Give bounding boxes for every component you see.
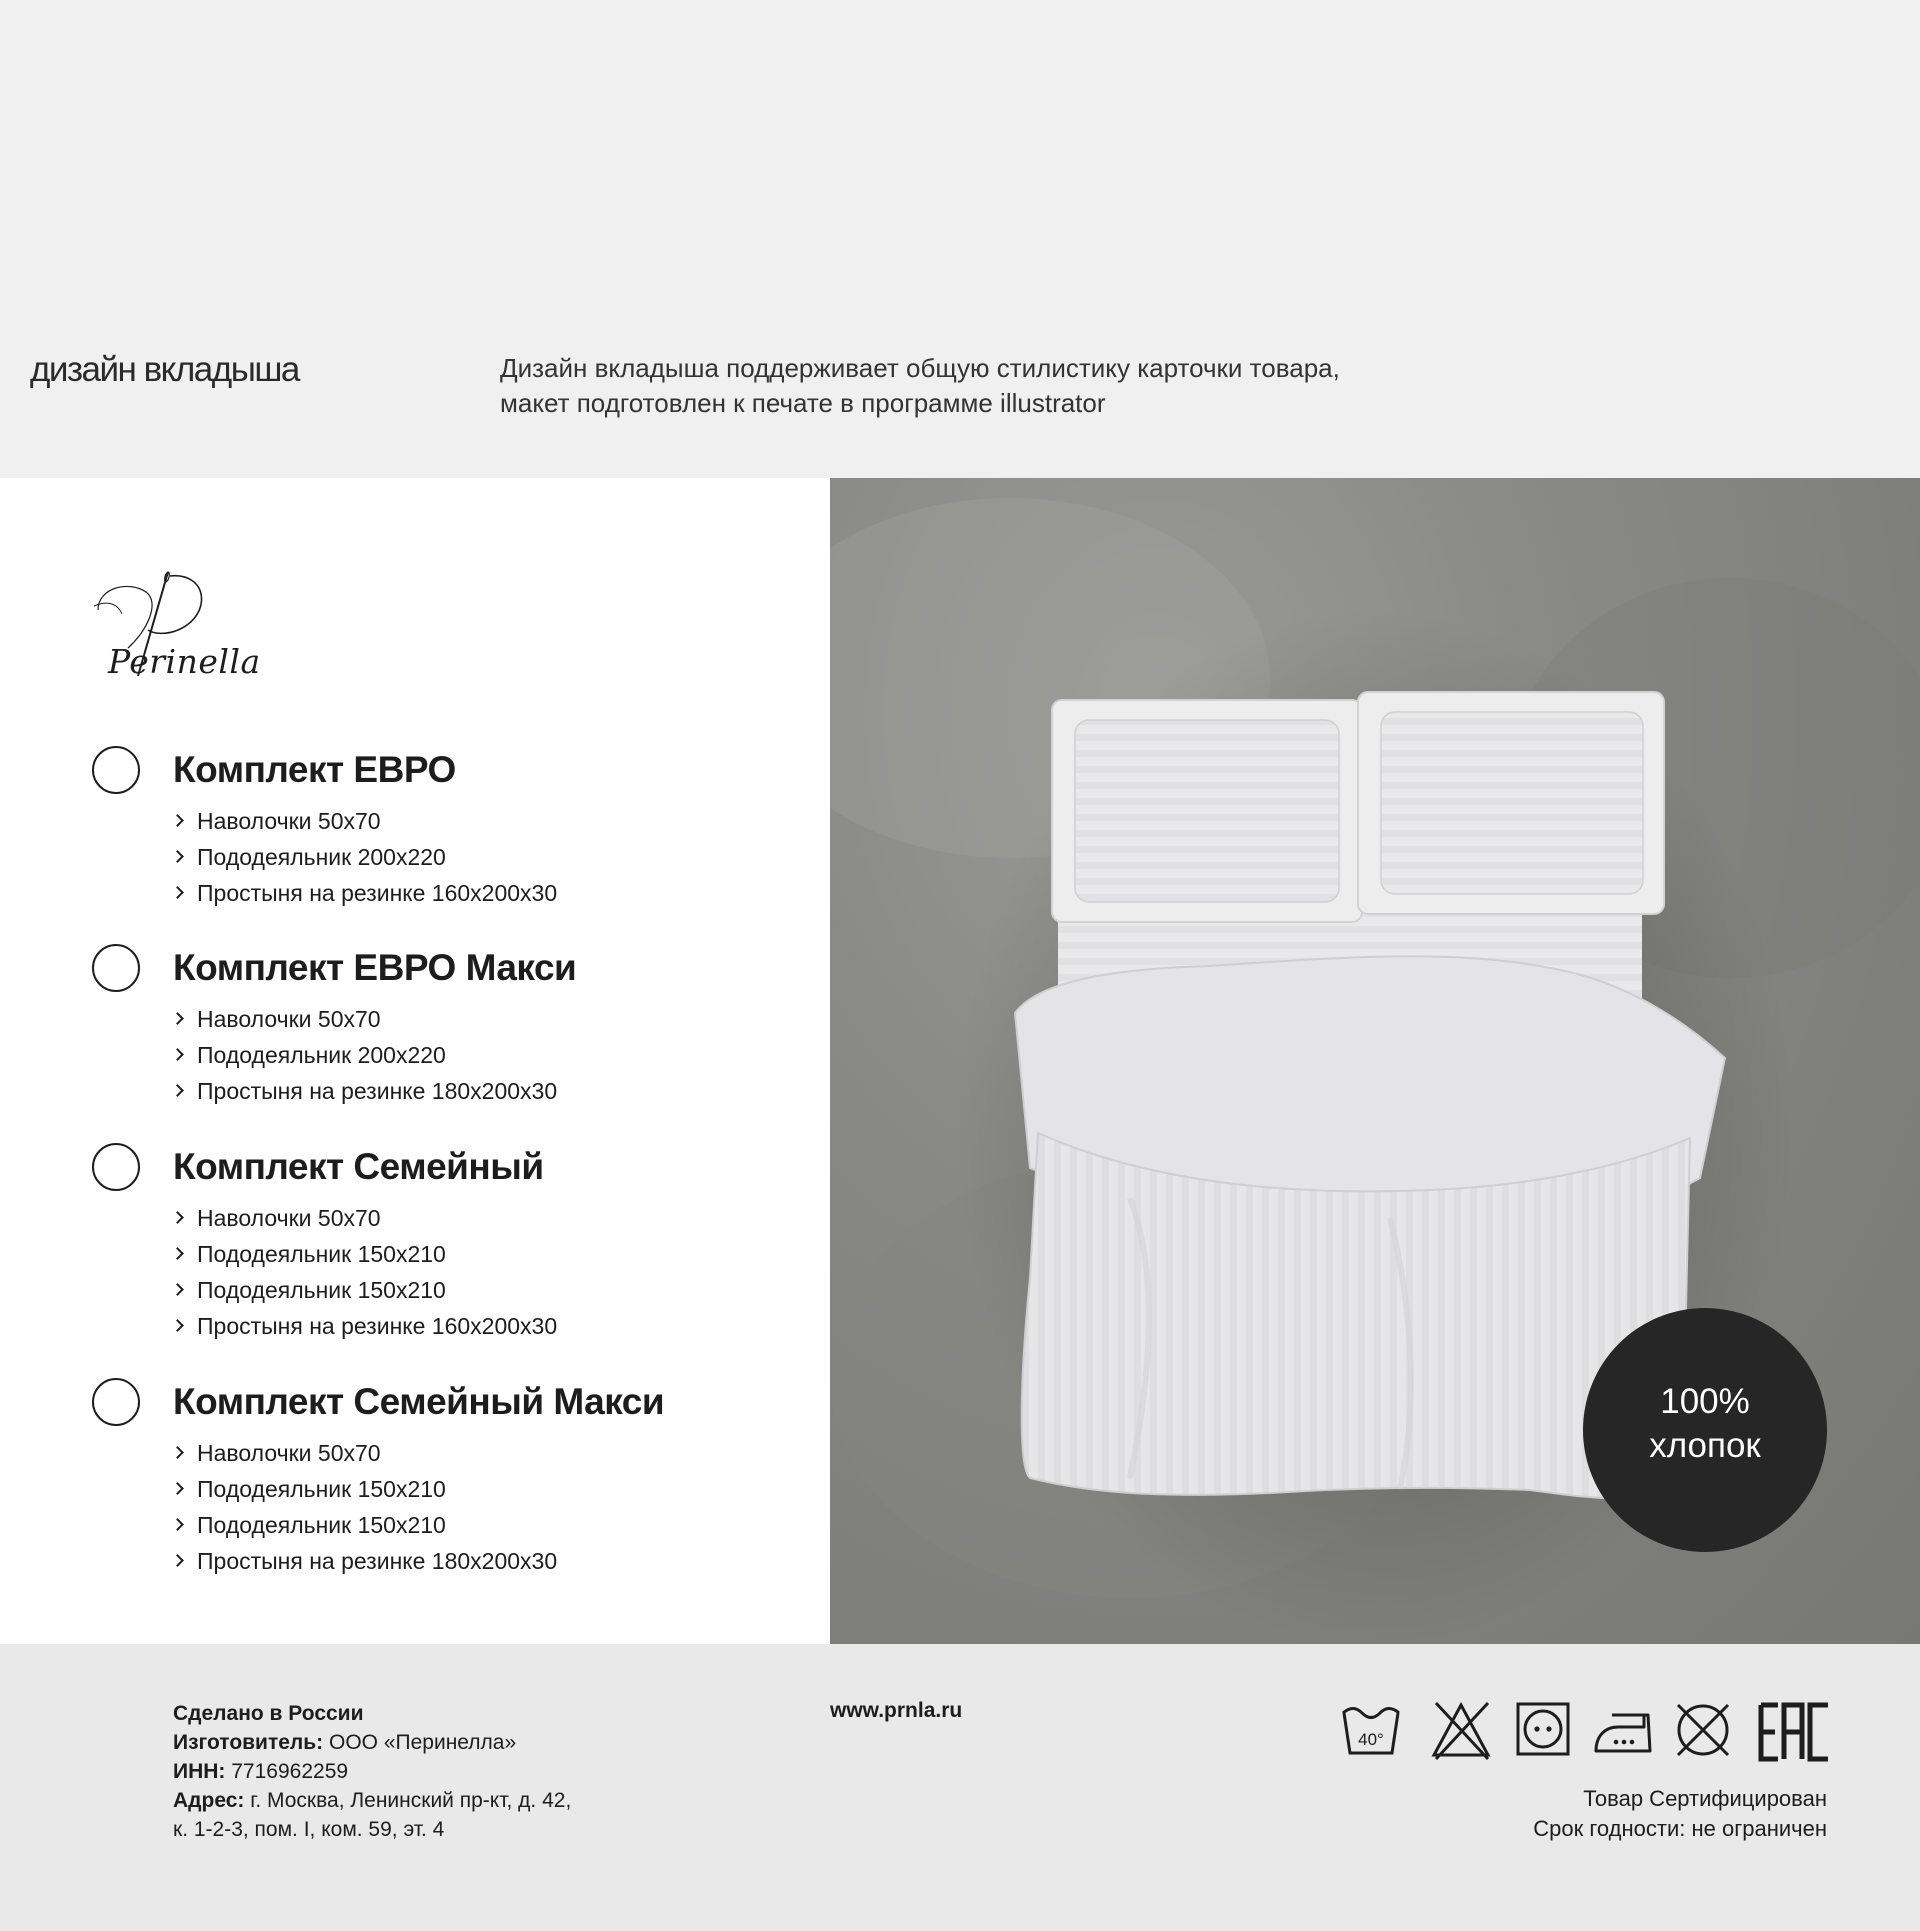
tumble-dry-icon bbox=[1515, 1699, 1571, 1765]
list-item bbox=[173, 1037, 557, 1073]
intro-description-line-1: Дизайн вкладыша поддерживает общую стилистику карточки товара, bbox=[500, 353, 1340, 383]
list-item bbox=[173, 1001, 557, 1037]
chevron-right-icon bbox=[171, 814, 184, 827]
set-title: Комплект ЕВРО bbox=[173, 749, 456, 790]
inn-label: ИНН: bbox=[173, 1760, 226, 1783]
list-item bbox=[173, 875, 557, 911]
chevron-right-icon bbox=[171, 1482, 184, 1495]
chevron-right-icon bbox=[171, 1084, 184, 1097]
chevron-right-icon bbox=[171, 1283, 184, 1296]
address-line-1: г. Москва, Ленинский пр-кт, д. 42, bbox=[244, 1789, 572, 1812]
set-radio-circle[interactable] bbox=[92, 1143, 140, 1191]
eac-mark-icon bbox=[1758, 1699, 1830, 1765]
set-items bbox=[173, 1200, 557, 1344]
chevron-right-icon bbox=[171, 1554, 184, 1567]
pillow-right bbox=[1358, 692, 1664, 914]
no-bleach-icon bbox=[1430, 1699, 1492, 1765]
set-radio-circle[interactable] bbox=[92, 1378, 140, 1426]
chevron-right-icon bbox=[171, 1319, 184, 1332]
item-label: Пододеяльник 200х220 bbox=[197, 1042, 446, 1068]
chevron-right-icon bbox=[171, 1247, 184, 1260]
list-item bbox=[173, 1543, 557, 1579]
badge-line-2: хлопок bbox=[1649, 1426, 1761, 1465]
pillow-left bbox=[1052, 700, 1362, 922]
item-label: Пододеяльник 200х220 bbox=[197, 844, 446, 870]
item-label: Простыня на резинке 160х200х30 bbox=[197, 880, 558, 906]
set-title: Комплект Семейный Макси bbox=[173, 1381, 665, 1422]
footer bbox=[0, 1644, 1920, 1931]
list-item bbox=[173, 1236, 557, 1272]
badge-line-1: 100% bbox=[1660, 1382, 1750, 1421]
item-label: Пододеяльник 150х210 bbox=[197, 1476, 446, 1502]
set-items bbox=[173, 803, 557, 911]
cert-line-1: Товар Сертифицирован bbox=[1583, 1786, 1827, 1811]
chevron-right-icon bbox=[171, 1518, 184, 1531]
list-item bbox=[173, 1471, 557, 1507]
item-label: Простыня на резинке 160х200х30 bbox=[197, 1313, 558, 1339]
cotton-badge bbox=[1583, 1308, 1827, 1552]
manufacturer-label: Изготовитель: bbox=[173, 1731, 324, 1754]
list-item bbox=[173, 1200, 557, 1236]
item-label: Наволочки 50х70 bbox=[197, 1440, 381, 1466]
certification-info bbox=[1533, 1784, 1827, 1844]
product-panel bbox=[0, 478, 830, 1644]
wash-temp: 40° bbox=[1358, 1730, 1384, 1749]
manufacturer-info bbox=[173, 1699, 571, 1844]
chevron-right-icon bbox=[171, 1211, 184, 1224]
list-item bbox=[173, 839, 557, 875]
set-items bbox=[173, 1435, 557, 1579]
item-label: Пододеяльник 150х210 bbox=[197, 1512, 446, 1538]
intro-description-line-2: макет подготовлен к печате в программе illustrator bbox=[500, 388, 1106, 418]
brand-name: Perinella bbox=[108, 642, 261, 681]
set-title: Комплект Семейный bbox=[173, 1146, 544, 1187]
item-label: Пододеяльник 150х210 bbox=[197, 1277, 446, 1303]
inn-value: 7716962259 bbox=[225, 1760, 349, 1783]
list-item bbox=[173, 803, 557, 839]
list-item bbox=[173, 1073, 557, 1109]
list-item bbox=[173, 1308, 557, 1344]
item-label: Простыня на резинке 180х200х30 bbox=[197, 1548, 558, 1574]
list-item bbox=[173, 1272, 557, 1308]
item-label: Наволочки 50х70 bbox=[197, 1205, 381, 1231]
item-label: Наволочки 50х70 bbox=[197, 808, 381, 834]
website-link[interactable]: www.prnla.ru bbox=[830, 1699, 963, 1722]
list-item bbox=[173, 1435, 557, 1471]
address-line-2: к. 1-2-3, пом. I, ком. 59, эт. 4 bbox=[173, 1818, 445, 1841]
wash-40-icon bbox=[1340, 1699, 1402, 1765]
chevron-right-icon bbox=[171, 850, 184, 863]
intro-description bbox=[500, 351, 1540, 421]
manufacturer-value: ООО «Перинелла» bbox=[323, 1731, 517, 1754]
chevron-right-icon bbox=[171, 1048, 184, 1061]
brand-logo bbox=[88, 570, 261, 690]
set-items bbox=[173, 1001, 557, 1109]
made-in: Сделано в России bbox=[173, 1702, 364, 1725]
list-item bbox=[173, 1507, 557, 1543]
set-radio-circle[interactable] bbox=[92, 944, 140, 992]
chevron-right-icon bbox=[171, 1446, 184, 1459]
item-label: Пододеяльник 150х210 bbox=[197, 1241, 446, 1267]
intro-title: дизайн вкладыша bbox=[30, 350, 299, 389]
chevron-right-icon bbox=[171, 886, 184, 899]
iron-icon bbox=[1592, 1699, 1656, 1765]
set-title: Комплект ЕВРО Макси bbox=[173, 947, 577, 988]
set-radio-circle[interactable] bbox=[92, 746, 140, 794]
care-symbols bbox=[1340, 1699, 1830, 1765]
chevron-right-icon bbox=[171, 1012, 184, 1025]
no-dry-clean-icon bbox=[1672, 1699, 1734, 1765]
item-label: Наволочки 50х70 bbox=[197, 1006, 381, 1032]
cert-line-2: Срок годности: не ограничен bbox=[1533, 1816, 1827, 1841]
intro-section bbox=[0, 0, 1920, 478]
item-label: Простыня на резинке 180х200х30 bbox=[197, 1078, 558, 1104]
bed-photo bbox=[830, 478, 1920, 1644]
address-label: Адрес: bbox=[173, 1789, 245, 1812]
